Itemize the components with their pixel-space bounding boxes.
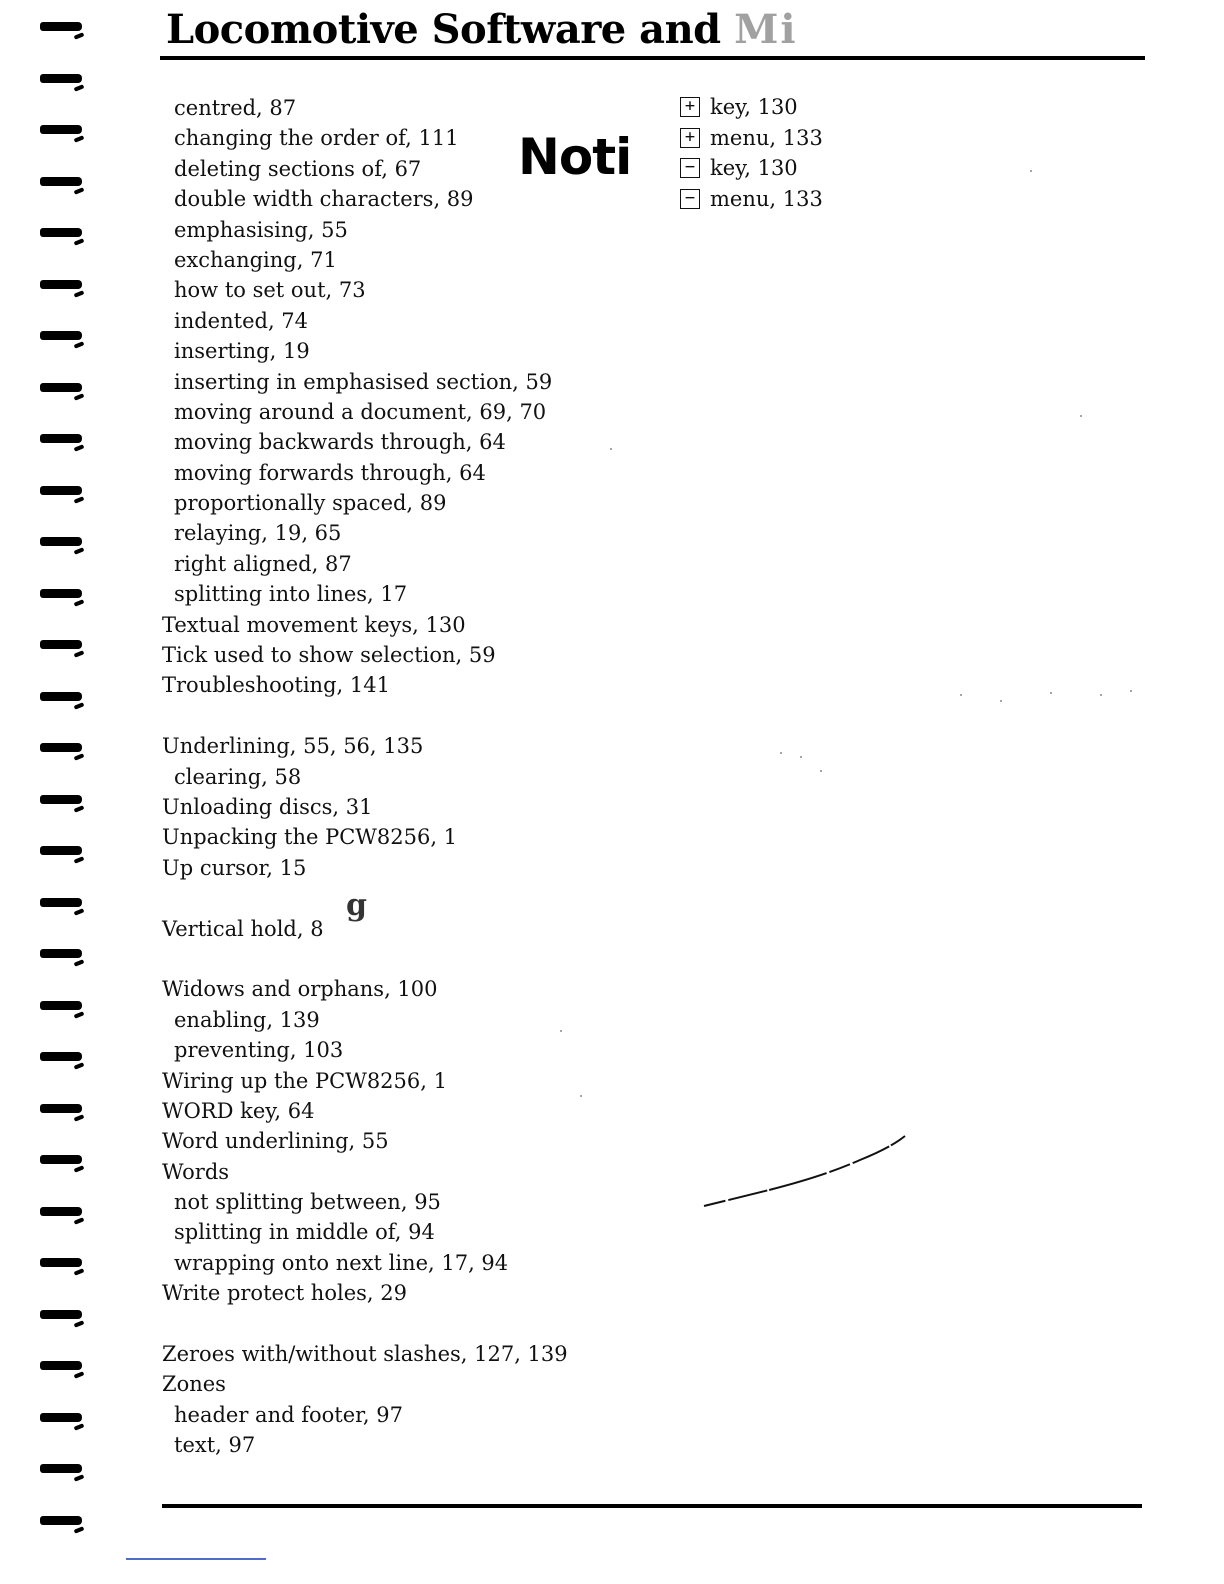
binding-hole xyxy=(40,1310,82,1319)
header-title-text: Locomotive Software and xyxy=(166,6,721,53)
header-rule xyxy=(160,56,1145,60)
index-entry: Unpacking the PCW8256, 1 xyxy=(162,825,458,850)
scan-speck xyxy=(610,448,612,450)
binding-hole xyxy=(40,1361,82,1370)
index-subentry: double width characters, 89 xyxy=(174,187,474,212)
index-column-left xyxy=(162,93,582,1461)
index-gap xyxy=(162,701,582,731)
index-subentry: exchanging, 71 xyxy=(174,247,337,272)
binding-hole xyxy=(40,1258,82,1267)
index-subentry: centred, 87 xyxy=(174,96,297,120)
index-subentry: deleting sections of, 67 xyxy=(174,156,422,181)
bleed-through-glyph: g xyxy=(346,888,367,923)
scan-speck xyxy=(1000,700,1002,702)
index-entry: Word underlining, 55 xyxy=(162,1129,389,1154)
binding-hole xyxy=(40,537,82,546)
index-entry xyxy=(680,123,980,154)
minus-key-icon: − xyxy=(680,189,700,209)
scan-speck xyxy=(820,770,822,772)
index-entry: Widows and orphans, 100 xyxy=(162,977,438,1002)
index-entry: Write protect holes, 29 xyxy=(162,1281,407,1306)
index-entry: Words xyxy=(162,1159,230,1184)
binding-hole xyxy=(40,1516,82,1525)
page-header-title xyxy=(166,6,798,53)
index-subentry: enabling, 139 xyxy=(174,1007,320,1032)
index-subentry: inserting, 19 xyxy=(174,339,310,364)
index-column-right xyxy=(680,92,980,214)
index-gap xyxy=(162,1309,582,1339)
index-entry: Underlining, 55, 56, 135 xyxy=(162,734,424,759)
binding-hole xyxy=(40,434,82,443)
plus-key-icon: + xyxy=(680,128,700,148)
binding-hole xyxy=(40,589,82,598)
index-gap xyxy=(162,944,582,974)
binding-hole xyxy=(40,280,82,289)
index-entry: Unloading discs, 31 xyxy=(162,794,373,819)
binding-hole xyxy=(40,177,82,186)
binding-hole xyxy=(40,331,82,340)
scan-speck xyxy=(1100,694,1102,696)
footer-link-underline xyxy=(126,1558,266,1560)
scan-speck xyxy=(780,752,782,754)
index-subentry: changing the order of, 111 xyxy=(174,126,459,151)
binding-hole xyxy=(40,1207,82,1216)
binding-hole xyxy=(40,1413,82,1422)
index-entry-text: key, 130 xyxy=(710,156,798,180)
index-subentry: indented, 74 xyxy=(174,308,309,333)
binding-hole xyxy=(40,1052,82,1061)
index-subentry: how to set out, 73 xyxy=(174,278,366,303)
bleed-through-text: Noti xyxy=(518,128,632,186)
index-subentry: text, 97 xyxy=(174,1433,256,1458)
binding-hole xyxy=(40,1104,82,1113)
index-subentry: header and footer, 97 xyxy=(174,1402,403,1427)
binding-hole xyxy=(40,383,82,392)
index-subentry: moving backwards through, 64 xyxy=(174,430,506,455)
footer-rule xyxy=(162,1504,1142,1508)
minus-key-icon: − xyxy=(680,158,700,178)
index-subentry: wrapping onto next line, 17, 94 xyxy=(174,1250,509,1275)
scan-speck xyxy=(960,694,962,696)
binding-hole xyxy=(40,1464,82,1473)
index-entry: Vertical hold, 8 xyxy=(162,916,324,941)
index-entry: Up cursor, 15 xyxy=(162,855,307,880)
binding-hole xyxy=(40,692,82,701)
index-entry xyxy=(680,153,980,184)
index-subentry: inserting in emphasised section, 59 xyxy=(174,369,553,394)
binding-hole xyxy=(40,22,82,31)
index-gap xyxy=(162,883,582,913)
binding-hole xyxy=(40,743,82,752)
index-entry-text: menu, 133 xyxy=(710,125,823,150)
scan-speck xyxy=(1130,690,1132,692)
index-entry: Textual movement keys, 130 xyxy=(162,612,466,637)
index-entry: Wiring up the PCW8256, 1 xyxy=(162,1068,447,1093)
index-entry: WORD key, 64 xyxy=(162,1098,315,1123)
index-entry: Zones xyxy=(162,1372,226,1397)
scan-speck xyxy=(1080,415,1082,417)
binding-hole xyxy=(40,1155,82,1164)
index-subentry: moving around a document, 69, 70 xyxy=(174,399,547,424)
index-subentry: not splitting between, 95 xyxy=(174,1190,441,1215)
index-subentry: clearing, 58 xyxy=(174,764,302,789)
binding-hole xyxy=(40,228,82,237)
scan-speck xyxy=(580,1095,582,1097)
scan-speck xyxy=(1030,170,1032,172)
index-subentry: proportionally spaced, 89 xyxy=(174,491,447,516)
index-subentry: relaying, 19, 65 xyxy=(174,521,342,546)
index-entry xyxy=(680,92,980,123)
index-entry: Troubleshooting, 141 xyxy=(162,673,390,698)
index-subentry: preventing, 103 xyxy=(174,1038,344,1063)
index-entry-text: menu, 133 xyxy=(710,186,823,211)
scan-speck xyxy=(800,756,802,758)
binding-hole xyxy=(40,486,82,495)
header-title-fragment: Mi xyxy=(734,6,798,53)
plus-key-icon: + xyxy=(680,97,700,117)
scan-speck xyxy=(560,1030,562,1032)
pen-stroke-mark xyxy=(700,1130,910,1220)
binding-hole xyxy=(40,846,82,855)
index-subentry: splitting into lines, 17 xyxy=(174,582,408,607)
index-entry-text: key, 130 xyxy=(710,95,798,119)
index-subentry: emphasising, 55 xyxy=(174,217,348,242)
binding-hole xyxy=(40,74,82,83)
index-entry xyxy=(680,184,980,215)
index-entry: Tick used to show selection, 59 xyxy=(162,643,496,668)
index-subentry: splitting in middle of, 94 xyxy=(174,1220,435,1245)
binding-hole xyxy=(40,1001,82,1010)
binding-hole xyxy=(40,125,82,134)
binding-hole xyxy=(40,795,82,804)
binding-hole xyxy=(40,898,82,907)
scan-speck xyxy=(1050,692,1052,694)
index-subentry: right aligned, 87 xyxy=(174,551,352,576)
spiral-binding xyxy=(36,22,88,1562)
binding-hole xyxy=(40,640,82,649)
binding-hole xyxy=(40,949,82,958)
index-entry: Zeroes with/without slashes, 127, 139 xyxy=(162,1342,568,1367)
index-subentry: moving forwards through, 64 xyxy=(174,460,486,485)
